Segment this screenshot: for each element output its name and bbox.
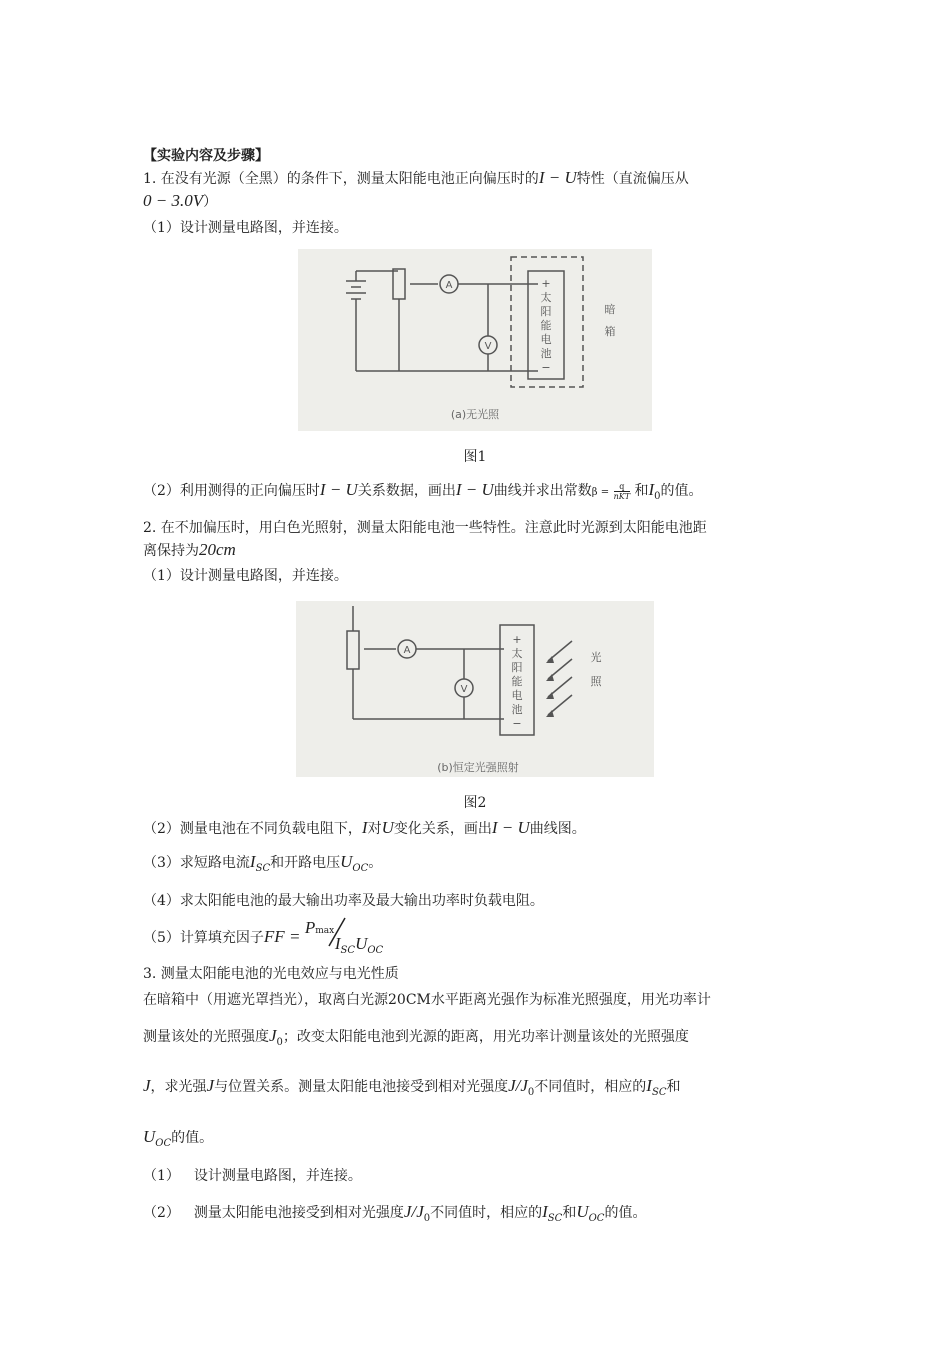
figure-1-cell-text: 阳 — [540, 305, 552, 318]
s3-p1: 在暗箱中（用遮光罩挡光），取离白光源20CM水平距离光强作为标准光照强度，用光功率计 — [143, 992, 711, 1008]
figure-2-caption: 图2 — [463, 795, 487, 811]
s3-p3: J，求光强J与位置关系。测量太阳能电池接受到相对光强度$J/J_0$不同值时，相应的$I_{SC}$和 — [143, 1076, 681, 1098]
figure-1-side-text: 箱 — [604, 325, 616, 338]
s3-p4: $U_{OC}$的值。 — [143, 1127, 214, 1149]
figure-2-cell-text: 电 — [511, 689, 523, 702]
figure-1 — [298, 249, 652, 431]
figure-1-caption: 图1 — [463, 449, 487, 465]
figure-1-cell-text: + — [541, 277, 551, 290]
figure-2-cell-text: 能 — [511, 675, 523, 688]
s1-range: 0 − 3.0V） — [143, 191, 218, 210]
figure-1-side-text: 暗 — [604, 303, 616, 316]
s2-step5: （5）计算填充因子FF = Pmax $I_{SC}U_{OC}$ — [143, 924, 395, 958]
s1-title: 1. 在没有光源（全黑）的条件下，测量太阳能电池正向偏压时的I − U特性（直流偏压从 — [143, 168, 689, 187]
figure-1-cell-text: − — [541, 361, 551, 374]
figure-2-cell-text: − — [512, 717, 522, 730]
figure-2-side-text: 光 — [590, 651, 602, 664]
s2-step4: （4）求太阳能电池的最大输出功率及最大输出功率时负载电阻。 — [143, 893, 544, 909]
figure-2-ammeter-label: A — [403, 645, 411, 656]
figure-2-side-text: 照 — [590, 675, 602, 688]
figure-2-circuit — [296, 601, 654, 777]
s1-step2: （2）利用测得的正向偏压时I − U关系数据，画出I − U曲线并求出常数β = q nKT 和$I_0$的值。 — [143, 480, 703, 502]
s2-step3: （3）求短路电流$I_{SC}$和开路电压$U_{OC}$。 — [143, 852, 383, 874]
figure-2-voltmeter-label: V — [460, 684, 468, 695]
figure-1-voltmeter-label: V — [484, 341, 492, 352]
figure-1-inner-caption: (a)无光照 — [450, 408, 500, 421]
figure-2-inner-caption: (b)恒定光强照射 — [437, 761, 519, 774]
s3-step2: （2） 测量太阳能电池接受到相对光强度$J/J_0$不同值时，相应的$I_{SC}$和$U_{OC}$的值。 — [143, 1202, 647, 1224]
figure-1-cell-text: 池 — [540, 347, 552, 360]
s2-title: 2. 在不加偏压时，用白色光照射，测量太阳能电池一些特性。注意此时光源到太阳能电池距 — [143, 520, 707, 536]
figure-2 — [296, 601, 654, 777]
s3-title: 3. 测量太阳能电池的光电效应与电光性质 — [143, 966, 399, 982]
s3-step1: （1） 设计测量电路图，并连接。 — [143, 1168, 362, 1184]
figure-1-cell-text: 电 — [540, 333, 552, 346]
section-heading: 【实验内容及步骤】 — [143, 148, 269, 164]
s2-step2: （2）测量电池在不同负载电阻下，I对U变化关系，画出I − U曲线图。 — [143, 818, 586, 837]
figure-2-cell-text: 阳 — [511, 661, 523, 674]
figure-1-circuit — [298, 249, 652, 431]
s2-step1: （1）设计测量电路图，并连接。 — [143, 568, 348, 584]
figure-1-cell-text: 能 — [540, 319, 552, 332]
s3-p2: 测量该处的光照强度$J_0$；改变太阳能电池到光源的距离，用光功率计测量该处的光照强度 — [143, 1026, 689, 1048]
s2-title-cont: 离保持为20cm — [143, 540, 236, 559]
figure-2-cell-text: + — [512, 633, 522, 646]
figure-1-ammeter-label: A — [445, 280, 453, 291]
figure-2-cell-text: 池 — [511, 703, 523, 716]
fill-factor-formula: Pmax $I_{SC}U_{OC}$ — [304, 918, 384, 956]
figure-1-cell-text: 太 — [540, 291, 552, 304]
s1-step1: （1）设计测量电路图，并连接。 — [143, 220, 348, 236]
figure-2-cell-text: 太 — [511, 647, 523, 660]
